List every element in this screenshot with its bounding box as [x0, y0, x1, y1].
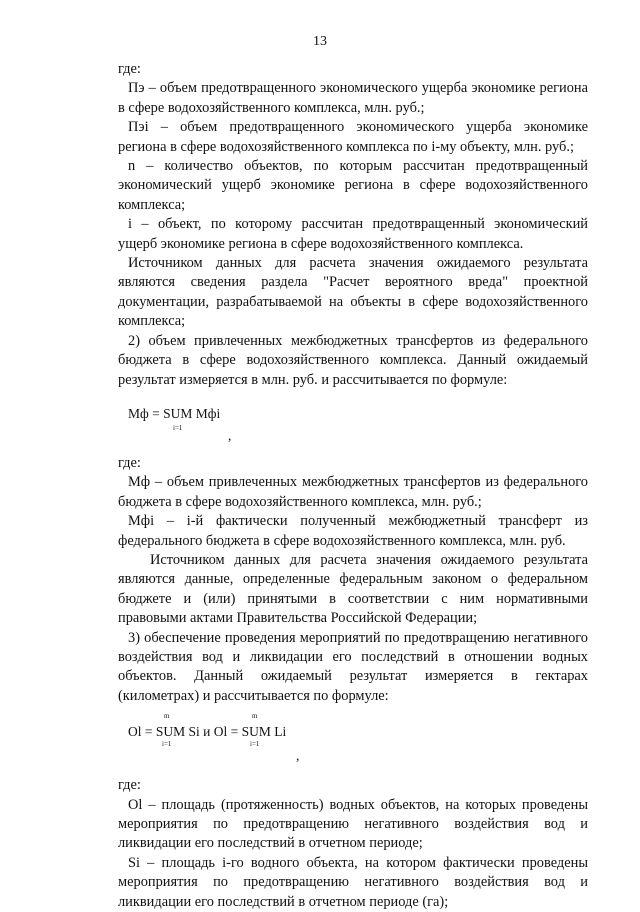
- definition-n: n – количество объектов, по которым рассчитан предотвращенный экономический ущерб экономике региона в сфере водохозяйственного комплекса;: [118, 158, 588, 213]
- result-3-paragraph: 3) обеспечение проведения мероприятий по предотвращению негативного воздействия вод и ликвидации его последствий в отношении водных объектов. Данный ожидаемый результат измеряется в гектарах (километрах) и рассчитывается по формуле:: [118, 629, 588, 704]
- formula-ol-lower-limit-2: i=1: [250, 740, 260, 749]
- where-label: где:: [118, 777, 141, 794]
- where-label: где:: [118, 454, 141, 471]
- definition-ol: Ol – площадь (протяженность) водных объектов, на которых проведены мероприятия по предотвращению негативного воздействия вод и ликвидации его последствий в отчетном периоде;: [118, 796, 588, 852]
- definition-si: Si – площадь i-го водного объекта, на котором фактически проведены мероприятия по предотвращению негативного воздействия вод и ликвидации его последствий в отчетном периоде (га);: [118, 854, 588, 910]
- formula-mf: [118, 390, 588, 454]
- definition-pe: Пэ – объем предотвращенного экономического ущерба экономике региона в сфере водохозяйственного комплекса, млн. руб.;: [118, 80, 588, 116]
- formula-mf-expression: Мф = SUM Мфi: [128, 405, 221, 421]
- formula-ol-comma: ,: [296, 748, 300, 764]
- formula-mf-lower-limit: i=1: [173, 423, 183, 432]
- definition-pei: Пэi – объем предотвращенного экономического ущерба экономике региона в сфере водохозяйственного комплекса по i-му объекту, млн. руб.;: [118, 119, 588, 155]
- result-2-paragraph: 2) объем привлеченных межбюджетных трансфертов из федерального бюджета в сфере водохозяйственного комплекса. Данный ожидаемый результат измеряется в млн. руб. и рассчитывается по формуле:: [118, 332, 588, 388]
- data-source-paragraph-2: Источником данных для расчета значения ожидаемого результата являются данные, определенные федеральным законом о федеральном бюджете и (или) принятыми в соответствии с ним нормативными правовыми актами Правительства Российской Федерации;: [118, 551, 588, 627]
- document-body: [118, 60, 588, 912]
- definition-mf: Мф – объем привлеченных межбюджетных трансфертов из федерального бюджета в сфере водохозяйственного комплекса, млн. руб.;: [118, 474, 588, 510]
- formula-ol-upper-limit-1: m: [164, 712, 170, 721]
- page-number: 13: [313, 34, 327, 49]
- formula-mf-comma: ,: [228, 427, 232, 443]
- data-source-paragraph: Источником данных для расчета значения ожидаемого результата являются сведения раздела "Расчет вероятного вреда" проектной документации, разрабатываемой на объекты в сфере водохозяйственного комплекса;: [118, 255, 588, 330]
- where-label: где:: [118, 61, 141, 77]
- formula-ol-expression: Ol = SUM Si и Ol = SUM Li: [128, 724, 287, 740]
- formula-ol-lower-limit-1: i=1: [162, 740, 172, 749]
- definition-i: i – объект, по которому рассчитан предотвращенный экономический ущерб экономике региона в сфере водохозяйственного комплекса.: [118, 216, 588, 252]
- formula-ol: [118, 706, 588, 776]
- definition-mfi: Мфi – i-й фактически полученный межбюджетный трансферт из федерального бюджета в сфере водохозяйственного комплекса, млн. руб.: [118, 513, 588, 549]
- formula-ol-upper-limit-2: m: [252, 712, 258, 721]
